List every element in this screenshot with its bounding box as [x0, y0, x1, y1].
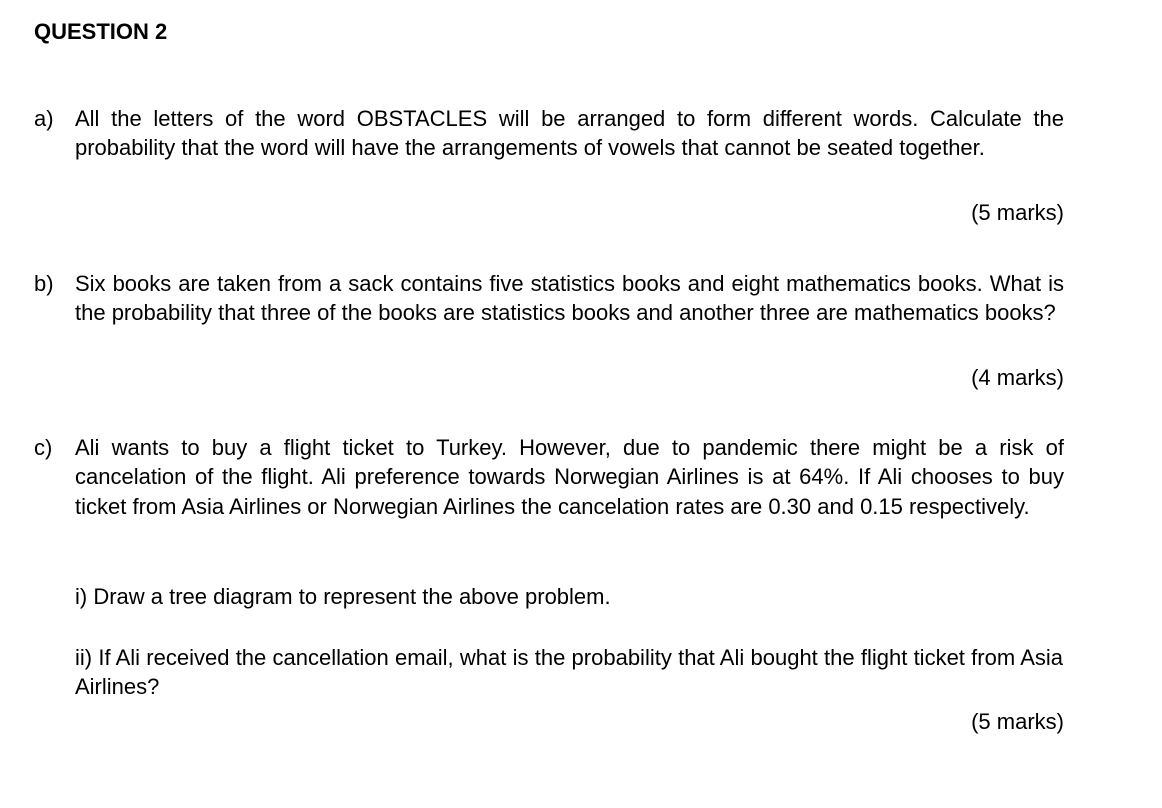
- part-c-sub-ii: ii) If Ali received the cancellation email, what is the probability that Ali bought the flight ticket from Asia Airlines?: [75, 645, 1063, 700]
- question-part-c: [34, 433, 1064, 521]
- question-part-a: [34, 104, 1064, 163]
- part-c-text: Ali wants to buy a flight ticket to Turkey. However, due to pandemic there might be a risk of cancelation of the flight. Ali preference towards Norwegian Airlines is at 64%. If Ali chooses to buy ticket from Asia Airlines or Norwegian Airlines the cancelation rates are 0.30 and 0.15 respectively.: [75, 435, 1064, 519]
- question-heading: QUESTION 2: [34, 19, 168, 44]
- part-b-text: Six books are taken from a sack contains five statistics books and eight mathematics books. What is the probability that three of the books are statistics books and another three are mathematics books?: [75, 271, 1064, 326]
- part-a-label: a): [34, 106, 54, 131]
- question-part-b: [34, 269, 1064, 328]
- part-a-text: All the letters of the word OBSTACLES will be arranged to form different words. Calculate the probability that the word will have the arrangements of vowels that cannot be seated together.: [75, 106, 1064, 161]
- part-c-sub-i: i) Draw a tree diagram to represent the above problem.: [75, 584, 611, 609]
- part-c-label: c): [34, 435, 53, 460]
- part-a-marks: (5 marks): [971, 200, 1064, 225]
- part-b-marks: (4 marks): [971, 365, 1064, 390]
- part-b-label: b): [34, 271, 54, 296]
- part-c-marks: (5 marks): [971, 709, 1064, 734]
